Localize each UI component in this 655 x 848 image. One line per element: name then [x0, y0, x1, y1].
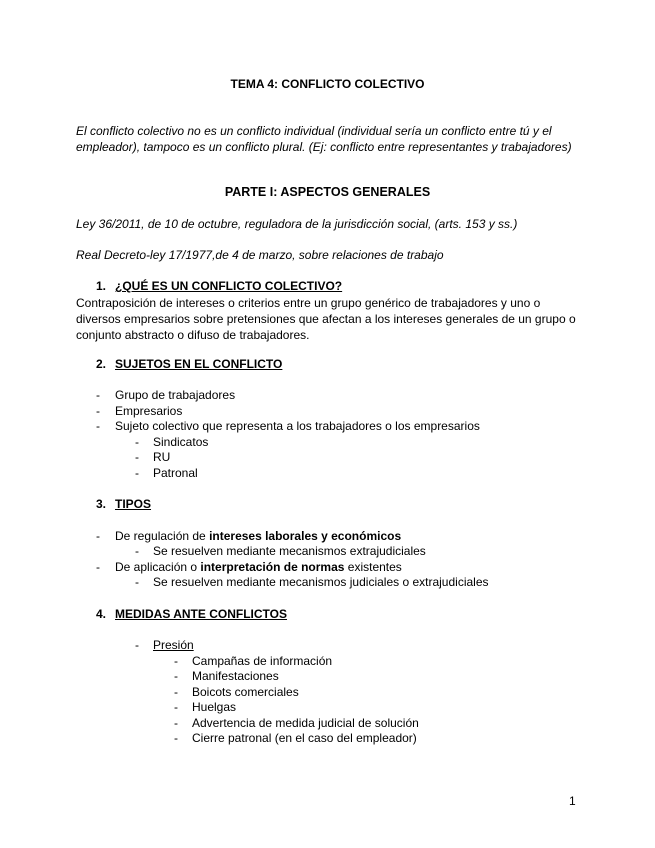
list-item-text: existentes: [344, 560, 402, 574]
nested-item: Campañas de información: [192, 654, 333, 668]
section-4-number: 4.: [96, 607, 107, 621]
sublist-dash: -: [135, 544, 139, 558]
section-1-body: Contraposición de intereses o criterios entre un grupo genérico de trabajadores y uno o diversos empresarios sobre pretensiones que afectan a los intereses generales de un grupo o conjunto abstracto o difuso de trabajadores.: [76, 296, 576, 342]
sublist-item: Patronal: [153, 466, 198, 480]
intro-paragraph: El conflicto colectivo no es un conflicto individual (individual sería un conflicto entre tú y el empleador), tampoco es un conflicto plural. (Ej: conflicto entre representantes y trabajadores): [76, 124, 572, 154]
nested-item: Boicots comerciales: [192, 685, 299, 699]
nested-dash: -: [174, 700, 178, 714]
nested-dash: -: [174, 654, 178, 668]
sublist-dash: -: [135, 450, 139, 464]
sublist-dash: -: [135, 435, 139, 449]
list-dash: -: [96, 404, 100, 418]
list-item: Sujeto colectivo que representa a los trabajadores o los empresarios: [115, 419, 480, 433]
section-2-number: 2.: [96, 357, 107, 371]
list-dash: -: [96, 529, 100, 543]
sublist-dash: -: [135, 638, 139, 652]
sublist-item: Se resuelven mediante mecanismos extrajudiciales: [153, 544, 426, 558]
nested-item: Manifestaciones: [192, 669, 279, 683]
part-title: PARTE I: ASPECTOS GENERALES: [224, 185, 431, 199]
sublist-dash: -: [135, 466, 139, 480]
section-2-heading: SUJETOS EN EL CONFLICTO: [115, 357, 283, 371]
document-title: TEMA 4: CONFLICTO COLECTIVO: [230, 77, 425, 91]
nested-dash: -: [174, 731, 178, 745]
section-1-heading: ¿QUÉ ES UN CONFLICTO COLECTIVO?: [115, 279, 343, 293]
measure-group-label: Presión: [153, 638, 194, 652]
list-dash: -: [96, 560, 100, 574]
list-item: Empresarios: [115, 404, 183, 418]
section-3-number: 3.: [96, 497, 107, 511]
section-4-heading: MEDIDAS ANTE CONFLICTOS: [115, 607, 288, 621]
section-1-number: 1.: [96, 279, 107, 293]
nested-item: Advertencia de medida judicial de solución: [192, 716, 419, 730]
nested-dash: -: [174, 685, 178, 699]
list-dash: -: [96, 388, 100, 402]
list-item: [115, 560, 402, 574]
list-item: Grupo de trabajadores: [115, 388, 236, 402]
nested-item: Cierre patronal (en el caso del empleador): [192, 731, 417, 745]
list-item: [115, 529, 401, 543]
sublist-item: RU: [153, 450, 171, 464]
nested-item: Huelgas: [192, 700, 237, 714]
section-3-heading: TIPOS: [115, 497, 152, 511]
page-number: 1: [569, 794, 576, 808]
nested-dash: -: [174, 716, 178, 730]
sublist-dash: -: [135, 575, 139, 589]
law-reference-1: Ley 36/2011, de 10 de octubre, reguladora de la jurisdicción social, (arts. 153 y ss.): [76, 217, 518, 231]
sublist-item: Sindicatos: [153, 435, 209, 449]
list-item-emphasis: intereses laborales y económicos: [209, 529, 402, 543]
list-item-text: De regulación de: [115, 529, 210, 543]
list-item-emphasis: interpretación de normas: [200, 560, 345, 574]
list-dash: -: [96, 419, 100, 433]
list-item-text: De aplicación o: [115, 560, 201, 574]
nested-dash: -: [174, 669, 178, 683]
law-reference-2: Real Decreto-ley 17/1977,de 4 de marzo, sobre relaciones de trabajo: [76, 248, 444, 262]
sublist-item: Se resuelven mediante mecanismos judiciales o extrajudiciales: [153, 575, 489, 589]
